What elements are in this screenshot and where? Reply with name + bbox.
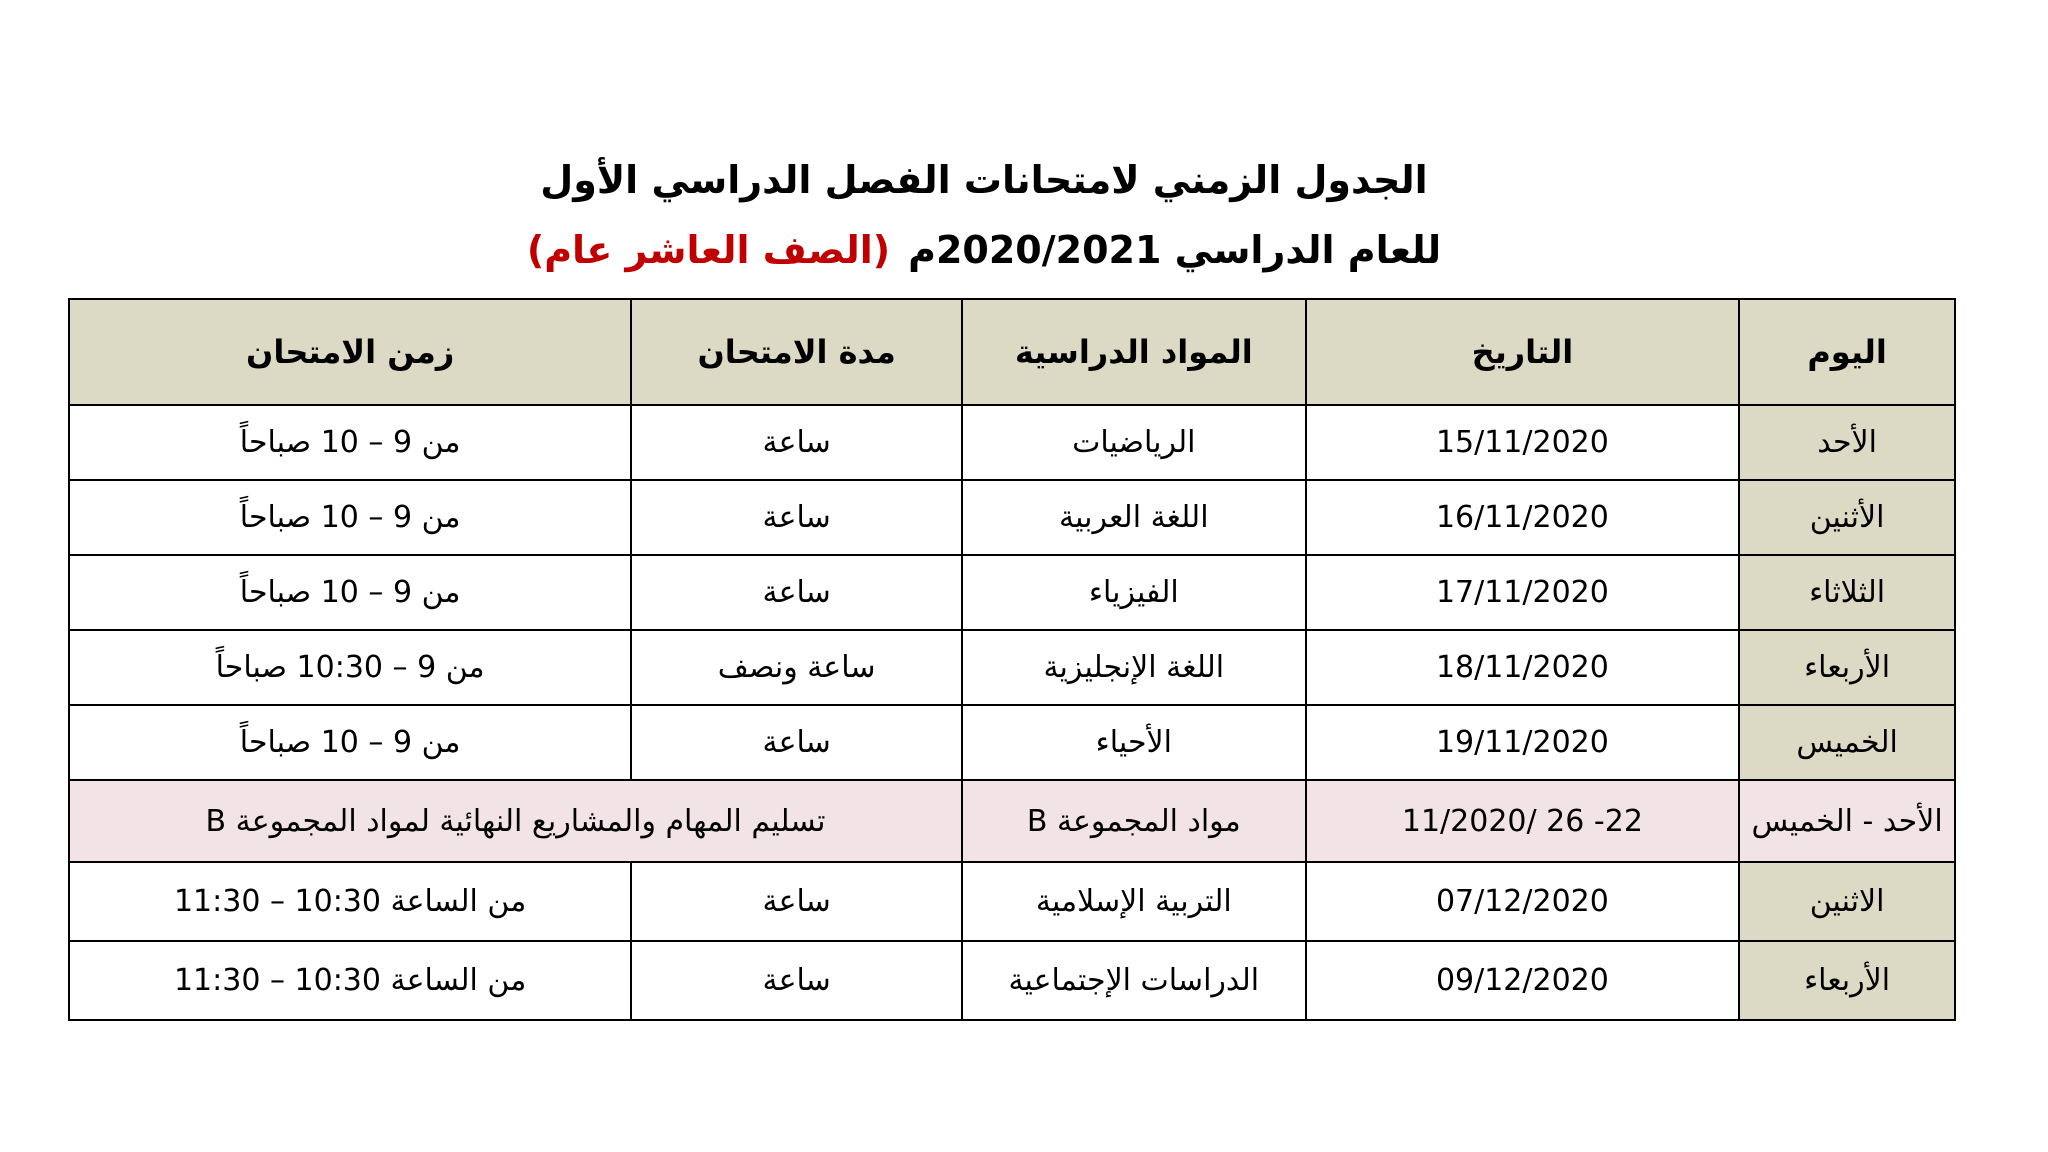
subject-cell: الأحياء — [962, 705, 1306, 780]
task-cell: تسليم المهام والمشاريع النهائية لمواد المجموعة B — [69, 780, 962, 862]
header-duration: مدة الامتحان — [631, 299, 962, 405]
subject-cell: الدراسات الإجتماعية — [962, 941, 1306, 1020]
date-cell: 18/11/2020 — [1306, 630, 1740, 705]
date-cell: 19/11/2020 — [1306, 705, 1740, 780]
table-row — [69, 941, 1955, 1020]
day-cell: الأحد - الخميس — [1739, 780, 1955, 862]
table-row — [69, 555, 1955, 630]
table-row — [69, 405, 1955, 480]
date-cell: 07/12/2020 — [1306, 862, 1740, 941]
time-cell: من 9 – 10 صباحاً — [69, 405, 631, 480]
duration-cell: ساعة — [631, 941, 962, 1020]
duration-cell: ساعة — [631, 862, 962, 941]
subject-cell: اللغة العربية — [962, 480, 1306, 555]
duration-cell: ساعة — [631, 705, 962, 780]
date-cell: 16/11/2020 — [1306, 480, 1740, 555]
page-subtitle — [0, 228, 2048, 272]
day-cell: الأثنين — [1739, 480, 1955, 555]
time-cell: من 9 – 10:30 صباحاً — [69, 630, 631, 705]
header-time: زمن الامتحان — [69, 299, 631, 405]
table-row — [69, 480, 1955, 555]
date-cell: 09/12/2020 — [1306, 941, 1740, 1020]
day-cell: الأربعاء — [1739, 941, 1955, 1020]
table-row — [69, 705, 1955, 780]
page-title: الجدول الزمني لامتحانات الفصل الدراسي الأول — [540, 158, 1428, 202]
date-cell: 15/11/2020 — [1306, 405, 1740, 480]
group-b-row — [69, 780, 1955, 862]
day-cell: الخميس — [1739, 705, 1955, 780]
day-cell: الثلاثاء — [1739, 555, 1955, 630]
table-row — [69, 630, 1955, 705]
subject-cell: اللغة الإنجليزية — [962, 630, 1306, 705]
time-cell: من 9 – 10 صباحاً — [69, 480, 631, 555]
subject-cell: الفيزياء — [962, 555, 1306, 630]
header-day: اليوم — [1739, 299, 1955, 405]
date-cell: 17/11/2020 — [1306, 555, 1740, 630]
subject-cell: التربية الإسلامية — [962, 862, 1306, 941]
exam-schedule-table — [68, 298, 1956, 1021]
subject-cell: مواد المجموعة B — [962, 780, 1306, 862]
table-row — [69, 862, 1955, 941]
duration-cell: ساعة — [631, 405, 962, 480]
duration-cell: ساعة ونصف — [631, 630, 962, 705]
day-cell: الاثنين — [1739, 862, 1955, 941]
table-header-row — [69, 299, 1955, 405]
duration-cell: ساعة — [631, 555, 962, 630]
grade-label: (الصف العاشر عام) — [526, 228, 891, 272]
time-cell: من 9 – 10 صباحاً — [69, 705, 631, 780]
time-cell: من الساعة 10:30 – 11:30 — [69, 862, 631, 941]
time-cell: من 9 – 10 صباحاً — [69, 555, 631, 630]
academic-year: للعام الدراسي 2020/2021م — [908, 228, 1442, 272]
header-date: التاريخ — [1306, 299, 1740, 405]
time-cell: من الساعة 10:30 – 11:30 — [69, 941, 631, 1020]
date-cell: 22- 26 /11/2020 — [1306, 780, 1740, 862]
duration-cell: ساعة — [631, 480, 962, 555]
day-cell: الأربعاء — [1739, 630, 1955, 705]
subject-cell: الرياضيات — [962, 405, 1306, 480]
header-subject: المواد الدراسية — [962, 299, 1306, 405]
day-cell: الأحد — [1739, 405, 1955, 480]
